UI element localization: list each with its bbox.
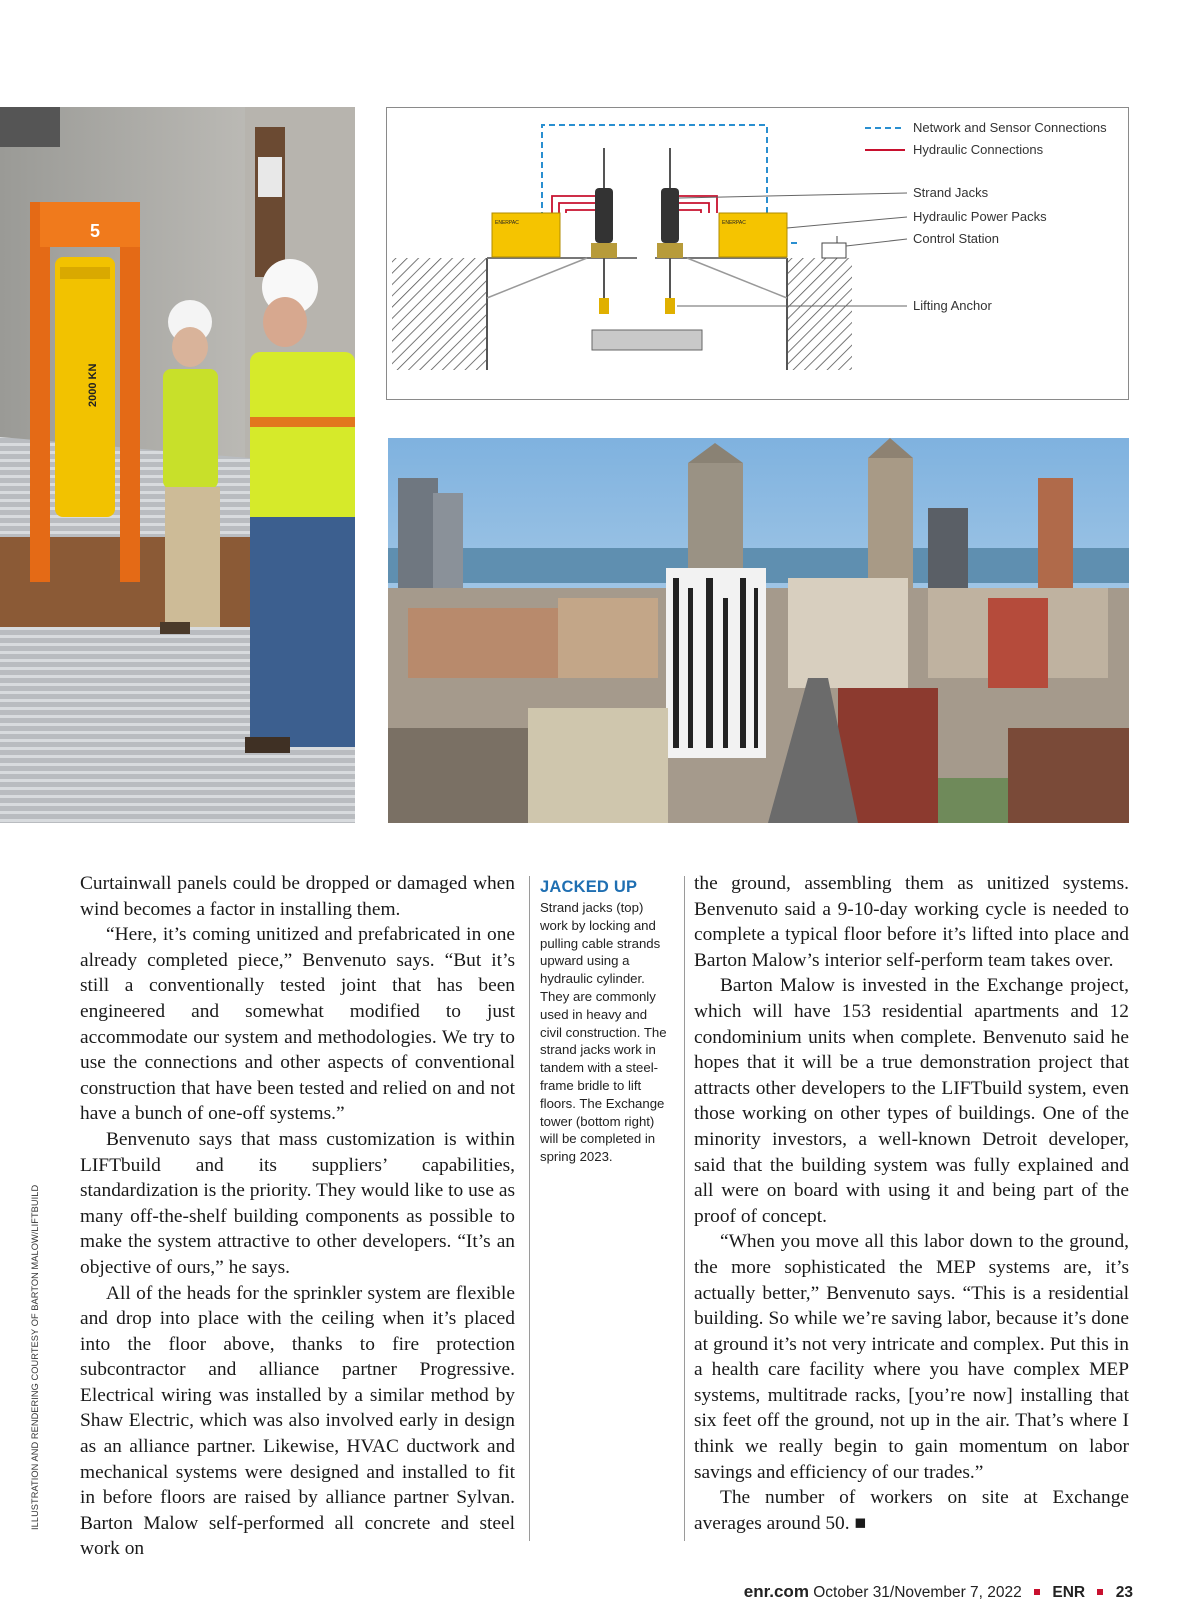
exchange-rendering-photo [388,438,1129,823]
callout-control-station: Control Station [913,231,999,246]
paragraph: the ground, assembling them as unitized systems. Benvenuto said a 9-10-day working cycle is needed to complete a typical floor before it’s lifted into place and Barton Malow’s interior self-perform team takes over. [694,873,1129,971]
strand-jack-left [591,148,617,314]
strand-jack-diagram [386,107,1129,400]
callout-strand-jacks: Strand Jacks [913,185,989,200]
workers-photo [0,107,355,823]
footer-separator-icon [1097,1589,1103,1595]
power-pack-brand-left: ENERPAC [495,220,519,226]
article-left-column [80,871,515,1562]
callout-hydraulic-power-packs: Hydraulic Power Packs [913,209,1047,224]
footer-site[interactable]: enr.com [743,1582,809,1601]
paragraph: Benvenuto says that mass customization is within LIFTbuild and its suppliers’ capabilities, standardization is the priority. They would like to use as many off-the-shelf building components as possible to make the system attractive to other developers. “It’s an objective of ours,” he says. [80,1128,515,1278]
footer-separator-icon [1034,1589,1040,1595]
footer-magazine: ENR [1052,1584,1086,1601]
paragraph: Curtainwall panels could be dropped or damaged when wind becomes a factor in installing them. [80,873,515,920]
paragraph: “Here, it’s coming unitized and prefabricated in one already completed piece,” Benvenuto says. “But it’s still a conventionally tested joint that has been engineered and somewhat modified to just accommodate our system and methodologies. We try to use the connections and other aspects of conventional construction that have been tested and relied on and not have a bunch of one-off systems.” [80,924,515,1125]
page-number: 23 [1115,1584,1133,1601]
power-pack-right [719,213,787,257]
exchange-tower [666,568,766,758]
column-divider-right [684,876,685,1541]
jack-number: 5 [90,221,101,241]
caption-body: Strand jacks (top) work by locking and pulling cable strands upward using a hydraulic cylinder. They are commonly used in heavy and civil construction. The strand jacks work in tandem with a steel-frame bridle to lift floors. The Exchange tower (bottom right) will be completed in spring 2023. [540,900,667,1165]
detroit-skyline-rendering-photo-icon [388,438,1129,823]
power-pack-brand-right: ENERPAC [722,220,746,226]
photo-caption [540,877,670,1166]
callout-lifting-anchor: Lifting Anchor [913,298,992,313]
legend-network-label: Network and Sensor Connections [913,120,1107,135]
jack-rating: 2000 KN [87,363,99,407]
column-divider-left [529,876,530,1541]
paragraph: The number of workers on site at Exchange averages around 50. ■ [694,1487,1129,1534]
paragraph: Barton Malow is invested in the Exchange project, which will have 153 residential apartments and 12 condominium units when complete. Benvenuto said he hopes that it will be a true demonstration project that attracts other developers to the LIFTbuild system, even those working on other types of buildings. One of the minority investors, a well-known Detroit developer, said that the building system was fully explained and all were on board with using it and being part of the proof of concept. [694,975,1129,1227]
paragraph: “When you move all this labor down to the ground, the more sophisticated the MEP systems are, it’s actually better,” Benvenuto says. “This is a residential building. So while we’re saving labor, because it’s done at ground it’s not very intricate and complex. Put this in a health care facility where you have complex MEP systems, multitrade racks, [you’re now] installing that six feet off the ground, not up in the air. That’s where I think we really begin to gain momentum on labor savings and efficiency of our trades.” [694,1231,1129,1483]
photo-credit: ILLUSTRATION AND RENDERING COURTESY OF BARTON MALOW/LIFTBUILD [30,1184,40,1530]
page-footer [744,1582,1133,1602]
caption-title: JACKED UP [540,878,638,896]
paragraph: All of the heads for the sprinkler system are flexible and drop into place with the ceiling when it’s placed into the floor above, thanks to fire protection subcontractor and alliance partner Progressive. Electrical wiring was installed by a similar method by Shaw Electric, which was also involved early in design as an alliance partner. Likewise, HVAC ductwork and mechanical systems were designed and installed to fit in before floors are raised by alliance partner Sylvan. Barton Malow self-performed all concrete and steel work on [80,1282,515,1560]
workers-with-strand-jack-photo-icon [0,107,355,823]
diagram-legend [865,120,1107,157]
legend-hydraulic-label: Hydraulic Connections [913,142,1044,157]
strand-jack-right [657,148,683,314]
article-right-column [694,871,1129,1536]
power-pack-left [492,213,560,257]
footer-date: October 31/November 7, 2022 [813,1584,1022,1601]
